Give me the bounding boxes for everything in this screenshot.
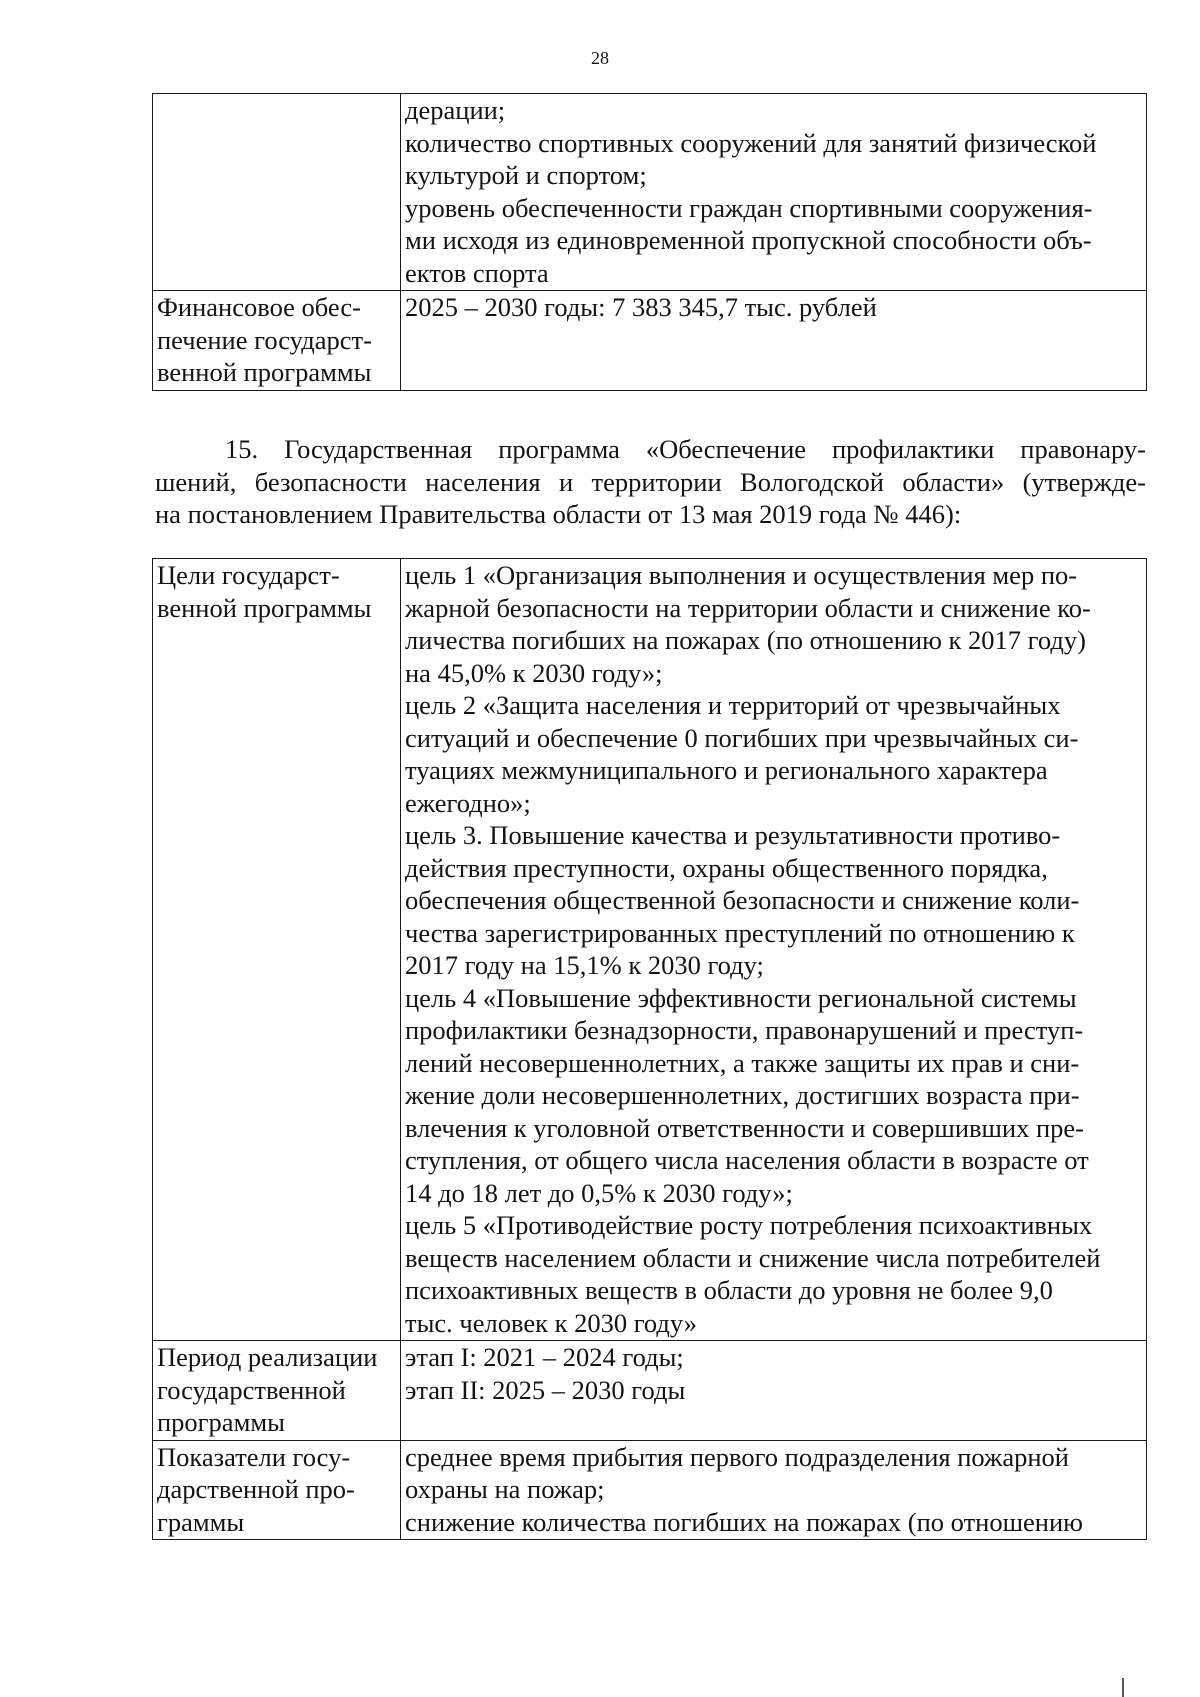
row-label-cell: [153, 559, 401, 1341]
table-row-financing: [153, 291, 1147, 391]
cell-line: обеспечения общественной безопасности и снижение коли-: [405, 885, 1080, 915]
cell-line: уровень обеспеченности граждан спортивными сооружения-: [405, 192, 1093, 223]
cell-line: профилактики безнадзорности, правонарушений и преступ-: [405, 1015, 1084, 1045]
row-value-cell: [401, 94, 1147, 291]
cell-line: влечения к уголовной ответственности и совершивших пре-: [405, 1112, 1084, 1143]
scan-edge-mark: [1122, 1678, 1124, 1697]
cell-line: цель 2 «Защита населения и территорий от чрезвычайных: [405, 690, 1061, 720]
row-label-cell: [153, 94, 401, 291]
cell-line: жение доли несовершеннолетних, достигших возраста при-: [405, 1080, 1080, 1110]
cell-line: дарственной про-: [157, 1474, 355, 1504]
cell-line: веществ населением области и снижение числа потребителей: [405, 1242, 1101, 1273]
cell-line: дерации;: [405, 95, 506, 125]
cell-line: граммы: [157, 1506, 245, 1537]
cell-line: Цели государст-: [157, 560, 340, 590]
page-number: 28: [591, 48, 609, 68]
cell-line: 2025 – 2030 годы: 7 383 345,7 тыс. рублей: [405, 292, 877, 322]
table-row-goals: [153, 559, 1147, 1341]
cell-line: жарной безопасности на территории области и снижение ко-: [405, 592, 1091, 623]
cell-line: ектов спорта: [405, 257, 549, 288]
row-label-cell: [153, 1440, 401, 1540]
row-label-cell: [153, 291, 401, 391]
cell-line: венной программы: [157, 357, 372, 387]
cell-line: охраны на пожар;: [405, 1474, 605, 1504]
cell-line: цель 4 «Повышение эффективности региональной системы: [405, 982, 1077, 1013]
cell-line: лений несовершеннолетних, а также защиты их прав и сни-: [405, 1047, 1080, 1078]
cell-line: на 45,0% к 2030 году»;: [405, 657, 663, 688]
row-label-cell: [153, 1341, 401, 1441]
cell-line: психоактивных веществ в области до уровня не более 9,0: [405, 1275, 1053, 1305]
cell-line: Финансовое обес-: [157, 292, 361, 322]
cell-line: 14 до 18 лет до 0,5% к 2030 году»;: [405, 1177, 793, 1208]
cell-line: венной программы: [157, 592, 372, 623]
row-value-cell: [401, 291, 1147, 391]
cell-line: среднее время прибытия первого подразделения пожарной: [405, 1441, 1069, 1472]
cell-line: тыс. человек к 2030 году»: [405, 1307, 698, 1338]
cell-line: государственной: [157, 1374, 346, 1405]
row-value-cell: [401, 559, 1147, 1341]
row-value-cell: [401, 1440, 1147, 1540]
row-value-cell: [401, 1341, 1147, 1441]
cell-line: цель 1 «Организация выполнения и осуществления мер по-: [405, 560, 1078, 590]
table-row-period: [153, 1341, 1147, 1441]
table-row-indicators: [153, 1440, 1147, 1540]
cell-line: Период реализации: [157, 1342, 378, 1372]
cell-line: Показатели госу-: [157, 1441, 351, 1472]
cell-line: личества погибших на пожарах (по отношению к 2017 году): [405, 625, 1086, 655]
cell-line: программы: [157, 1407, 285, 1437]
paragraph-line: на постановлением Правительства области от 13 мая 2019 года № 446):: [155, 499, 962, 529]
cell-line: чества зарегистрированных преступлений по отношению к: [405, 917, 1075, 948]
cell-line: снижение количества погибших на пожарах (по отношению: [405, 1506, 1083, 1537]
cell-line: ми исходя из единовременной пропускной способности объ-: [405, 225, 1092, 255]
cell-line: ситуаций и обеспечение 0 погибших при чрезвычайных си-: [405, 722, 1079, 753]
cell-line: культурой и спортом;: [405, 160, 647, 190]
table-row-indicators-continued: [153, 94, 1147, 291]
program-heading-paragraph: [155, 433, 1146, 531]
cell-line: ежегодно»;: [405, 787, 531, 818]
cell-line: действия преступности, охраны общественного порядка,: [405, 852, 1048, 883]
paragraph-line: 15. Государственная программа «Обеспечение профилактики правонару-: [225, 434, 1146, 464]
cell-line: этап I: 2021 – 2024 годы;: [405, 1342, 684, 1372]
cell-line: ступления, от общего числа населения области в возрасте от: [405, 1145, 1089, 1175]
paragraph-line: шений, безопасности населения и территории Вологодской области» (утвержде-: [155, 466, 1146, 497]
cell-line: цель 5 «Противодействие росту потребления психоактивных: [405, 1210, 1093, 1240]
cell-line: туациях межмуниципального и регионального характера: [405, 755, 1048, 785]
cell-line: цель 3. Повышение качества и результативности противо-: [405, 820, 1061, 850]
cell-line: 2017 году на 15,1% к 2030 году;: [405, 950, 764, 980]
program-15-passport-table: [152, 558, 1147, 1540]
cell-line: количество спортивных сооружений для занятий физической: [405, 127, 1097, 158]
cell-line: печение государст-: [157, 324, 372, 355]
passport-table-continued: [152, 93, 1147, 391]
cell-line: этап II: 2025 – 2030 годы: [405, 1374, 686, 1405]
